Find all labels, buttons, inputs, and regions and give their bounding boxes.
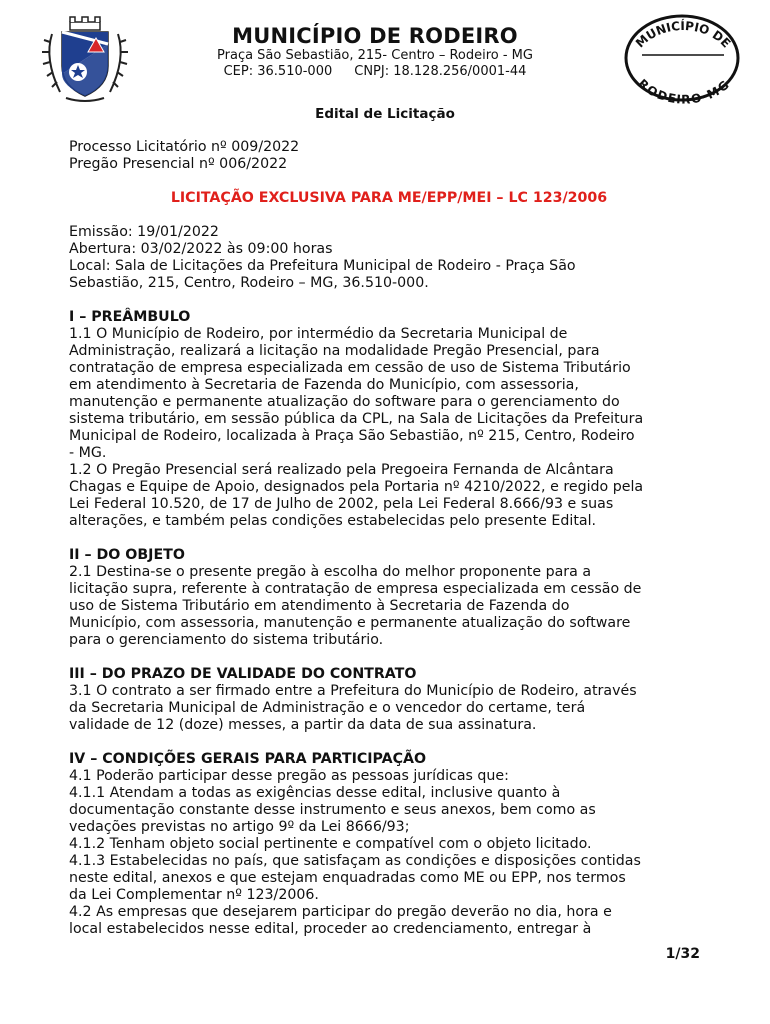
paragraph-line: 1.2 O Pregão Presencial será realizado pela Pregoeira Fernanda de Alcântara: [69, 462, 614, 478]
page-number: 1/32: [665, 946, 700, 962]
svg-text:MUNICÍPIO DE: [633, 18, 733, 51]
svg-text:RODEIRO-MG: [635, 76, 731, 104]
process-number: Processo Licitatório nº 009/2022: [69, 139, 300, 155]
document-body: [69, 139, 709, 938]
municipality-title: MUNICÍPIO DE RODEIRO: [232, 24, 518, 48]
paragraph-line: validade de 12 (doze) messes, a partir da data de sua assinatura.: [69, 717, 537, 733]
paragraph-line: 4.1.1 Atendam a todas as exigências desse edital, inclusive quanto à: [69, 785, 561, 801]
paragraph-line: 4.1.2 Tenham objeto social pertinente e compatível com o objeto licitado.: [69, 836, 592, 852]
paragraph-line: alterações, e também pelas condições estabelecidas pelo presente Edital.: [69, 513, 597, 529]
section-heading: IV – CONDIÇÕES GERAIS PARA PARTICIPAÇÃO: [69, 751, 427, 767]
paragraph-line: - MG.: [69, 445, 107, 461]
paragraph-line: Lei Federal 10.520, de 17 de Julho de 2002, pela Lei Federal 8.666/93 e suas: [69, 496, 614, 512]
paragraph-line: Administração, realizará a licitação na modalidade Pregão Presencial, para: [69, 343, 600, 359]
section-condicoes: [69, 751, 709, 938]
seal-text-bottom: RODEIRO-MG: [635, 76, 732, 104]
document-title: Edital de Licitação: [315, 106, 455, 122]
dates-block: [69, 224, 709, 292]
paragraph-line: da Lei Complementar nº 123/2006.: [69, 887, 319, 903]
paragraph-line: manutenção e permanente atualização do software para o gerenciamento do: [69, 394, 620, 410]
exclusive-notice: LICITAÇÃO EXCLUSIVA PARA ME/EPP/MEI – LC 123/2006: [170, 190, 608, 206]
paragraph-line: documentação constante desse instrumento e seus anexos, bem como as: [69, 802, 596, 818]
section-heading: III – DO PRAZO DE VALIDADE DO CONTRATO: [69, 666, 417, 682]
process-block: [69, 139, 709, 173]
municipality-address: Praça São Sebastião, 215- Centro – Rodeiro - MG: [217, 48, 533, 63]
opening-date: Abertura: 03/02/2022 às 09:00 horas: [69, 241, 333, 257]
seal-text-top: MUNICÍPIO DE: [632, 18, 734, 51]
section-heading: II – DO OBJETO: [69, 547, 185, 563]
paragraph-line: 4.2 As empresas que desejarem participar do pregão deverão no dia, hora e: [69, 904, 612, 920]
paragraph-line: Município, com assessoria, manutenção e permanente atualização do software: [69, 615, 631, 631]
paragraph-line: 3.1 O contrato a ser firmado entre a Prefeitura do Município de Rodeiro, através: [69, 683, 637, 699]
paragraph-line: Municipal de Rodeiro, localizada à Praça São Sebastião, nº 215, Centro, Rodeiro: [69, 428, 635, 444]
municipal-stamp-seal: [620, 8, 744, 104]
paragraph-line: da Secretaria Municipal de Administração e o vencedor do certame, terá: [69, 700, 586, 716]
letterhead: [0, 0, 770, 110]
paragraph-line: vedações previstas no artigo 9º da Lei 8666/93;: [69, 819, 410, 835]
paragraph-line: contratação de empresa especializada em cessão de uso de Sistema Tributário: [69, 360, 631, 376]
paragraph-line: 1.1 O Município de Rodeiro, por intermédio da Secretaria Municipal de: [69, 326, 568, 342]
emission-date: Emissão: 19/01/2022: [69, 224, 219, 240]
paragraph-line: sistema tributário, em sessão pública da CPL, na Sala de Licitações da Prefeitura: [69, 411, 644, 427]
paragraph-line: 4.1 Poderão participar desse pregão as pessoas jurídicas que:: [69, 768, 509, 784]
paragraph-line: uso de Sistema Tributário em atendimento à Secretaria de Fazenda do: [69, 598, 570, 614]
paragraph-line: em atendimento à Secretaria de Fazenda do Município, com assessoria,: [69, 377, 579, 393]
section-heading: I – PREÂMBULO: [69, 309, 191, 325]
section-prazo: [69, 666, 709, 734]
paragraph-line: para o gerenciamento do sistema tributário.: [69, 632, 384, 648]
paragraph-line: local estabelecidos nesse edital, proceder ao credenciamento, entregar à: [69, 921, 592, 937]
section-preambulo: [69, 309, 709, 530]
paragraph-line: 2.1 Destina-se o presente pregão à escolha do melhor proponente para a: [69, 564, 592, 580]
paragraph-line: licitação supra, referente à contratação de empresa especializada em cessão de: [69, 581, 642, 597]
location-line: Local: Sala de Licitações da Prefeitura Municipal de Rodeiro - Praça São: [69, 258, 576, 274]
paragraph-line: Chagas e Equipe de Apoio, designados pela Portaria nº 4210/2022, e regido pela: [69, 479, 644, 495]
cep-text: CEP: 36.510-000: [223, 64, 333, 79]
municipal-crest-icon: [40, 14, 130, 104]
municipality-registration: [160, 64, 590, 79]
section-objeto: [69, 547, 709, 649]
pregao-number: Pregão Presencial nº 006/2022: [69, 156, 288, 172]
paragraph-line: neste edital, anexos e que estejam enquadradas como ME ou EPP, nos termos: [69, 870, 626, 886]
paragraph-line: 4.1.3 Estabelecidas no país, que satisfaçam as condições e disposições contidas: [69, 853, 641, 869]
location-line: Sebastião, 215, Centro, Rodeiro – MG, 36.510-000.: [69, 275, 429, 291]
cnpj-text: CNPJ: 18.128.256/0001-44: [354, 64, 527, 79]
